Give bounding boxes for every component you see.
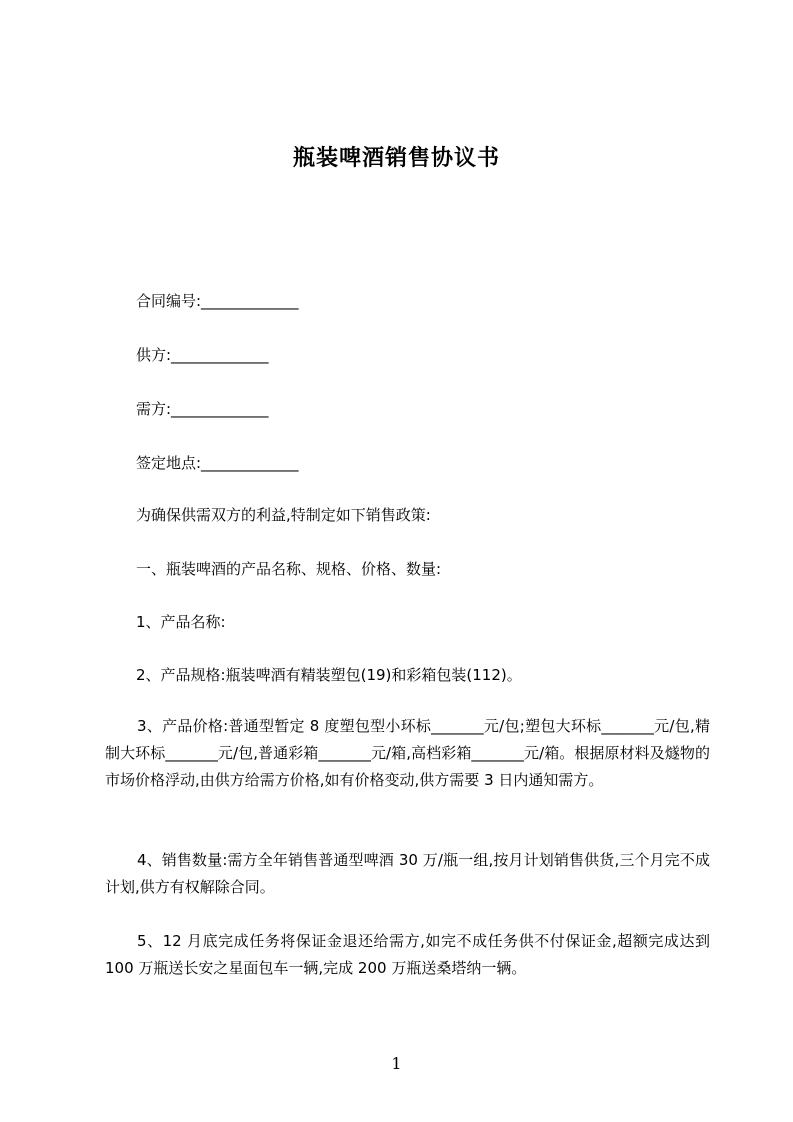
section-heading: 一、瓶装啤酒的产品名称、规格、价格、数量:: [136, 560, 442, 578]
signing-location-field: 签定地点:_____________: [136, 454, 299, 472]
supplier-field: 供方:_____________: [136, 346, 269, 364]
intro-paragraph: 为确保供需双方的利益,特制定如下销售政策:: [136, 506, 431, 524]
contract-number-field: 合同编号:_____________: [136, 292, 299, 310]
document-title: 瓶装啤酒销售协议书: [292, 146, 500, 171]
item-deposit-reward: 5、12 月底完成任务将保证金退还给需方,如完不成任务供不付保证金,超额完成达到 100 万瓶送长安之星面包车一辆,完成 200 万瓶送桑塔纳一辆。: [105, 932, 710, 977]
item-sales-quantity: 4、销售数量:需方全年销售普通型啤酒 30 万/瓶一组,按月计划销售供货,三个月完不成计划,供方有权解除合同。: [105, 851, 710, 896]
item-product-name: 1、产品名称:: [136, 613, 226, 631]
item-product-spec: 2、产品规格:瓶装啤酒有精装塑包(19)和彩箱包装(112)。: [136, 666, 522, 684]
page-number: 1: [391, 1054, 402, 1073]
item-product-price: 3、产品价格:普通型暂定 8 度塑包型小环标_______元/包;塑包大环标_______元/包,精制大环标_______元/包,普通彩箱_______元/箱,高档彩箱_______元/箱。根据原材料及燧物的市场价格浮动,由供方给需方价格,如有价格变动,供方需要 3 日内通知需方。: [105, 717, 710, 789]
buyer-field: 需方:_____________: [136, 400, 269, 418]
